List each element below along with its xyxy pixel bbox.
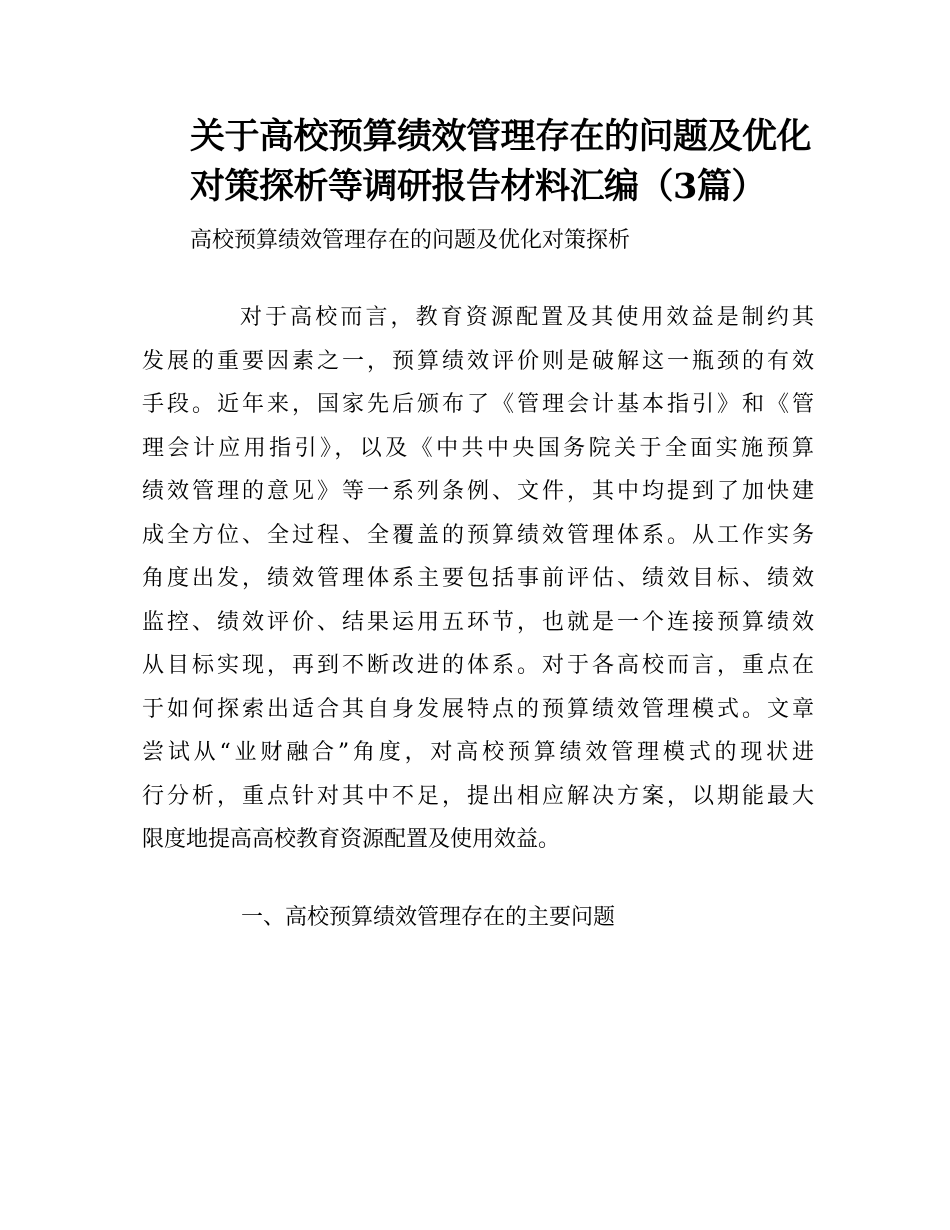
section-heading: 一、高校预算绩效管理存在的主要问题: [241, 905, 616, 930]
paragraph-line: 发展的重要因素之一，预算绩效评价则是破解这一瓶颈的有效: [142, 348, 814, 374]
paragraph-line: 理会计应用指引》，以及《中共中央国务院关于全面实施预算: [142, 435, 814, 461]
paragraph-line: 从目标实现，再到不断改进的体系。对于各高校而言，重点在: [142, 653, 814, 678]
intro-paragraph: [142, 296, 814, 862]
paragraph-line: 监控、绩效评价、结果运用五环节，也就是一个连接预算绩效: [142, 609, 814, 635]
title-line-2: 对策探析等调研报告材料汇编（3篇）: [190, 166, 766, 207]
paragraph-line: 角度出发，绩效管理体系主要包括事前评估、绩效目标、绩效: [142, 566, 814, 591]
title-line-1: 关于高校预算绩效管理存在的问题及优化: [190, 116, 812, 157]
paragraph-line: 于如何探索出适合其自身发展特点的预算绩效管理模式。文章: [142, 696, 814, 722]
paragraph-line: 尝试从“业财融合”角度，对高校预算绩效管理模式的现状进: [142, 740, 814, 765]
paragraph-line: 成全方位、全过程、全覆盖的预算绩效管理体系。从工作实务: [142, 522, 814, 548]
paragraph-line: 行分析，重点针对其中不足，提出相应解决方案，以期能最大: [142, 783, 814, 809]
paragraph-line: 对于高校而言，教育资源配置及其使用效益是制约其: [240, 305, 814, 330]
document-title: [190, 112, 830, 212]
paragraph-line: 绩效管理的意见》等一系列条例、文件，其中均提到了加快建: [142, 479, 814, 504]
paragraph-line: 手段。近年来，国家先后颁布了《管理会计基本指引》和《管: [142, 392, 814, 417]
article-subtitle: 高校预算绩效管理存在的问题及优化对策探析: [190, 228, 631, 253]
paragraph-line: 限度地提高高校教育资源配置及使用效益。: [142, 827, 561, 852]
